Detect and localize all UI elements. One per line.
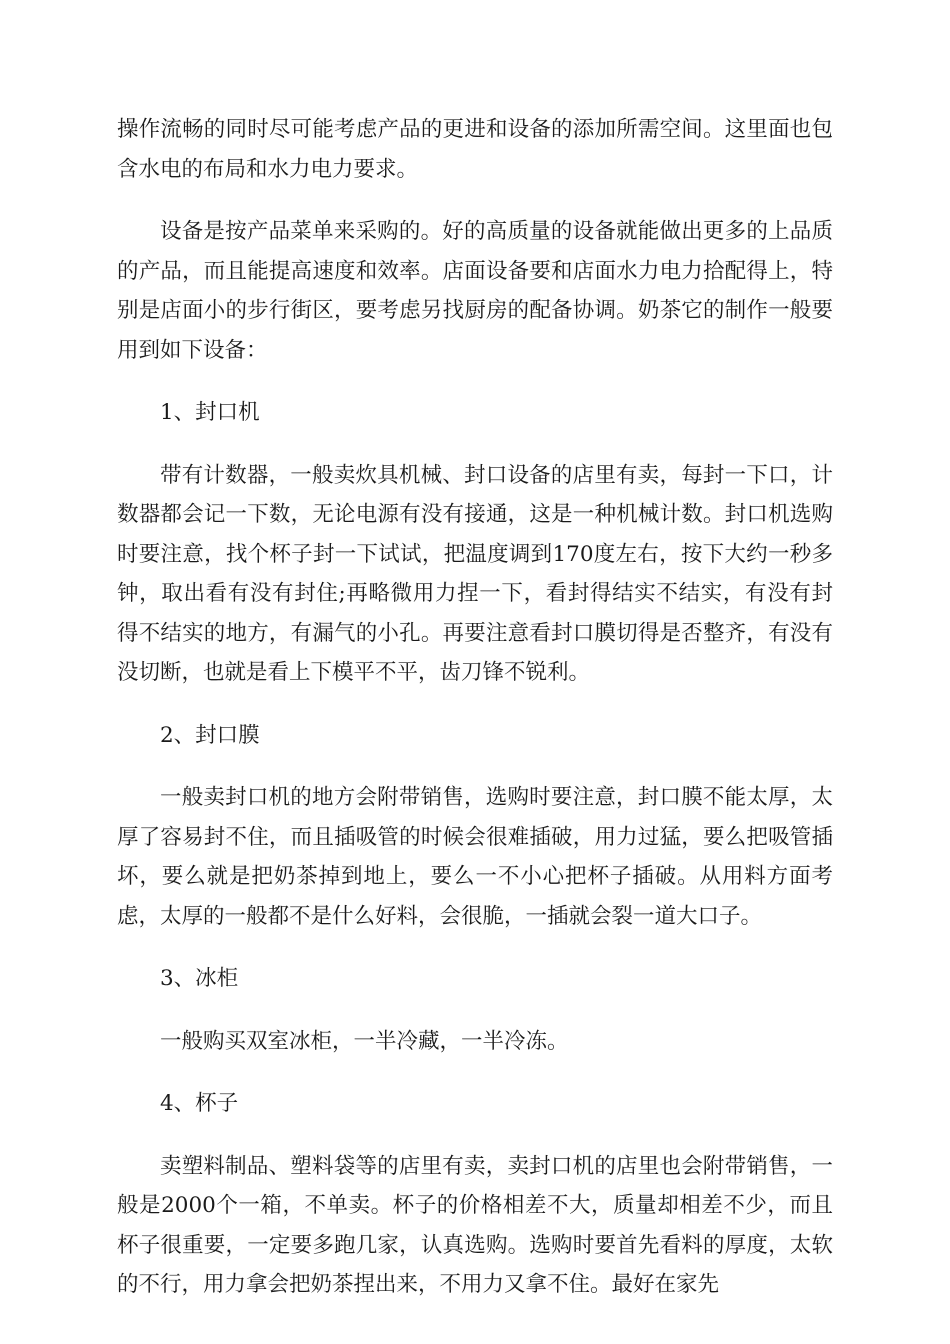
document-body (117, 110, 833, 1328)
heading-sealing-film: 2、封口膜 (160, 722, 260, 748)
paragraph-freezer: 一般购买双室冰柜，一半冷藏，一半冷冻。 (160, 1028, 569, 1054)
paragraph-cups: 卖塑料制品、塑料袋等的店里有卖，卖封口机的店里也会附带销售，一般是2000个一箱，不单卖。杯子的价格相差不大，质量却相差不少，而且杯子很重要，一定要多跑几家，认真选购。选购时要首先看料的厚度，太软的不行，用力拿会把奶茶捏出来，不用力又拿不住。最好在家先 (117, 1153, 833, 1297)
paragraph-equipment-intro: 设备是按产品菜单来采购的。好的高质量的设备就能做出更多的上品质的产品，而且能提高速度和效率。店面设备要和店面水力电力拾配得上，特别是店面小的步行街区，要考虑另找厨房的配备协调。奶茶它的制作一般要用到如下设备： (117, 219, 833, 363)
paragraph-layout-continued: 操作流畅的同时尽可能考虑产品的更进和设备的添加所需空间。这里面也包含水电的布局和水力电力要求。 (117, 117, 833, 182)
heading-cups: 4、杯子 (160, 1091, 239, 1116)
heading-sealing-machine: 1、封口机 (160, 400, 260, 425)
paragraph-sealing-machine: 带有计数器，一般卖炊具机械、封口设备的店里有卖，每封一下口，计数器都会记一下数，无论电源有没有接通，这是一种机械计数。封口机选购时要注意，找个杯子封一下试试，把温度调到170度左右，按下大约一秒多钟，取出看有没有封住;再略微用力捏一下，看封得结实不结实，有没有封得不结实的地方，有漏气的小孔。再要注意看封口膜切得是否整齐，有没有没切断，也就是看上下模平不平，齿刀锋不锐利。 (117, 462, 833, 685)
paragraph-sealing-film: 一般卖封口机的地方会附带销售，选购时要注意，封口膜不能太厚，太厚了容易封不住，而且插吸管的时候会很难插破，用力过猛，要么把吸管插坏，要么就是把奶茶掉到地上，要么一不小心把杯子插破。从用料方面考虑，太厚的一般都不是什么好料，会很脆，一插就会裂一道大口子。 (117, 785, 833, 929)
heading-freezer: 3、冰柜 (160, 966, 239, 991)
